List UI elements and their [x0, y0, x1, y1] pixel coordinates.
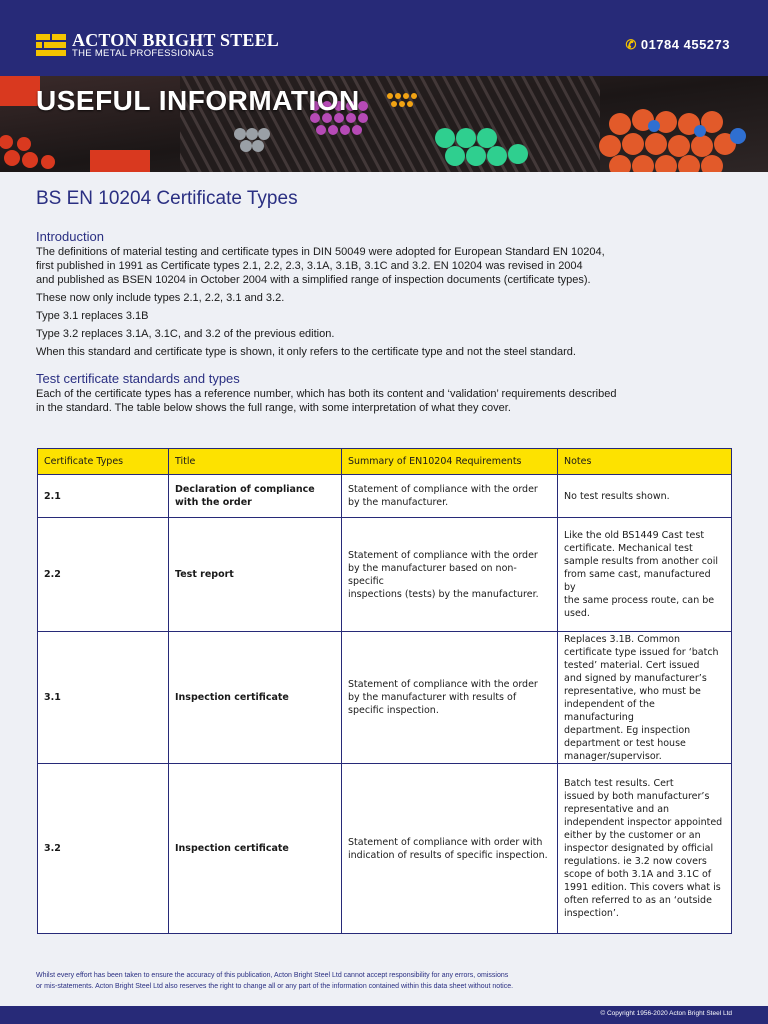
column-header: Notes — [558, 449, 732, 475]
notes-line: from same cast, manufactured by — [564, 569, 711, 593]
summary-line: Statement of compliance with the order — [348, 549, 538, 561]
abs-logo-mark-icon — [36, 34, 66, 56]
summary-line: Statement of compliance with order with — [348, 836, 543, 848]
notes-line: Replaces 3.1B. Common — [564, 633, 680, 645]
notes-line: inspector designated by official — [564, 843, 714, 854]
intro-line: and published as BSEN 10204 in October 2004 with a simplified range of inspection documents (certificate types). — [36, 274, 591, 286]
summary-line: specific inspection. — [348, 705, 439, 716]
summary-line: Statement of compliance with the order — [348, 484, 538, 495]
notes-line: sample results from another coil — [564, 556, 719, 567]
disclaimer-line: Whilst every effort has been taken to ensure the accuracy of this publication, Acton Bright Steel Ltd cannot accept responsibility for any errors, omissions — [36, 972, 509, 979]
table-row — [38, 475, 732, 518]
cert-notes-cell — [558, 475, 732, 518]
notes-line: certificate. Mechanical test — [564, 543, 693, 554]
cert-title-line: Inspection certificate — [175, 843, 289, 854]
notes-line: and signed by manufacturer’s — [564, 672, 707, 684]
brand-name[interactable]: ACTON BRIGHT STEEL — [72, 30, 280, 50]
notes-line: No test results shown. — [564, 490, 670, 502]
notes-line: inspection’. — [564, 908, 619, 919]
intro-heading: Introduction — [36, 229, 104, 244]
page-title: BS EN 10204 Certificate Types — [36, 188, 298, 209]
footer-bar — [0, 1006, 768, 1024]
notes-line: Like the old BS1449 Cast test — [564, 530, 705, 541]
cert-title-cell — [169, 518, 342, 632]
summary-line: by the manufacturer based on non-specific — [348, 562, 517, 587]
notes-line: manager/supervisor. — [564, 750, 662, 762]
table-row — [38, 632, 732, 764]
cert-notes-cell — [558, 764, 732, 934]
phone-link[interactable] — [625, 37, 730, 53]
cert-type-cell: 2.2 — [38, 518, 169, 632]
summary-line: Statement of compliance with the order — [348, 679, 538, 690]
summary-line: by the manufacturer. — [348, 497, 449, 508]
intro-line: Type 3.2 replaces 3.1A, 3.1C, and 3.2 of the previous edition. — [36, 328, 335, 340]
notes-line: department. Eg inspection — [564, 724, 691, 736]
notes-line: either by the customer or an — [564, 830, 701, 841]
notes-line: representative, who must be — [564, 685, 701, 697]
cert-summary-cell — [342, 475, 558, 518]
cert-type-cell: 3.1 — [38, 632, 169, 764]
cert-title-line: Declaration of compliance — [175, 484, 315, 495]
cert-title-cell — [169, 475, 342, 518]
copyright: © Copyright 1956-2020 Acton Bright Steel Ltd — [600, 1010, 732, 1017]
table-header-row — [38, 449, 732, 475]
summary-line: indication of results of specific inspection. — [348, 849, 548, 861]
intro-line: These now only include types 2.1, 2.2, 3.1 and 3.2. — [36, 292, 285, 304]
notes-line: regulations. ie 3.2 now covers — [564, 856, 707, 867]
cert-title-line: Inspection certificate — [175, 692, 289, 703]
disclaimer-line: or mis-statements. Acton Bright Steel Ltd also reserves the right to change all or any part of the information contained within this data sheet without notice. — [36, 982, 514, 990]
column-header: Title — [169, 449, 342, 475]
cert-summary-cell — [342, 764, 558, 934]
table-row — [38, 518, 732, 632]
disclaimer — [36, 971, 513, 992]
site-header — [0, 0, 768, 76]
cert-title-line: Test report — [175, 569, 234, 580]
summary-line: inspections (tests) by the manufacturer. — [348, 588, 539, 600]
notes-line: certificate type issued for ‘batch — [564, 646, 719, 658]
cert-type-cell: 2.1 — [38, 475, 169, 518]
hero-banner — [0, 76, 768, 172]
notes-line: used. — [564, 608, 590, 619]
certificate-types-table — [37, 448, 732, 934]
notes-line: scope of both 3.1A and 3.1C of — [564, 869, 712, 880]
cert-title-cell — [169, 764, 342, 934]
phone-icon: ✆ — [625, 37, 637, 52]
brand-tagline: THE METAL PROFESSIONALS — [72, 48, 215, 59]
cert-title-cell — [169, 632, 342, 764]
intro-line: first published in 1991 as Certificate types 2.1, 2.2, 2.3, 3.1A, 3.1B, 3.1C and 3.2. EN 10204 was revised in 2004 — [36, 260, 583, 272]
cert-title-line: with the order — [175, 497, 252, 508]
notes-line: department or test house — [564, 737, 686, 749]
intro-line: The definitions of material testing and certificate types in DIN 50049 were adopted for European Standard EN 10204, — [36, 246, 605, 258]
notes-line: the same process route, can be — [564, 595, 715, 606]
intro-line: Type 3.1 replaces 3.1B — [36, 310, 149, 322]
cert-summary-cell — [342, 518, 558, 632]
intro-line: When this standard and certificate type is shown, it only refers to the certificate type and not the steel standard. — [36, 346, 576, 358]
summary-line: by the manufacturer with results of — [348, 692, 517, 703]
notes-line: representative and an — [564, 804, 670, 815]
cert-summary-cell — [342, 632, 558, 764]
cert-notes-cell — [558, 518, 732, 632]
notes-line: tested’ material. Cert issued — [564, 659, 700, 671]
notes-line: often referred to as an ‘outside — [564, 895, 712, 906]
notes-line: independent inspector appointed — [564, 817, 723, 828]
cert-notes-cell — [558, 632, 732, 764]
notes-line: independent of the manufacturing — [564, 698, 655, 723]
notes-line: 1991 edition. This covers what is — [564, 882, 721, 893]
column-header: Summary of EN10204 Requirements — [342, 449, 558, 475]
standards-heading: Test certificate standards and types — [36, 371, 240, 386]
notes-line: Batch test results. Cert — [564, 778, 674, 789]
column-header: Certificate Types — [38, 449, 169, 475]
table-row — [38, 764, 732, 934]
banner-title: USEFUL INFORMATION — [36, 85, 360, 116]
standards-line: in the standard. The table below shows the full range, with some interpretation of what they cover. — [36, 402, 511, 414]
standards-line: Each of the certificate types has a reference number, which has both its content and ‘validation’ requirements described — [36, 388, 617, 400]
cert-type-cell: 3.2 — [38, 764, 169, 934]
notes-line: issued by both manufacturer’s — [564, 791, 710, 802]
phone-number: 01784 455273 — [640, 37, 730, 52]
